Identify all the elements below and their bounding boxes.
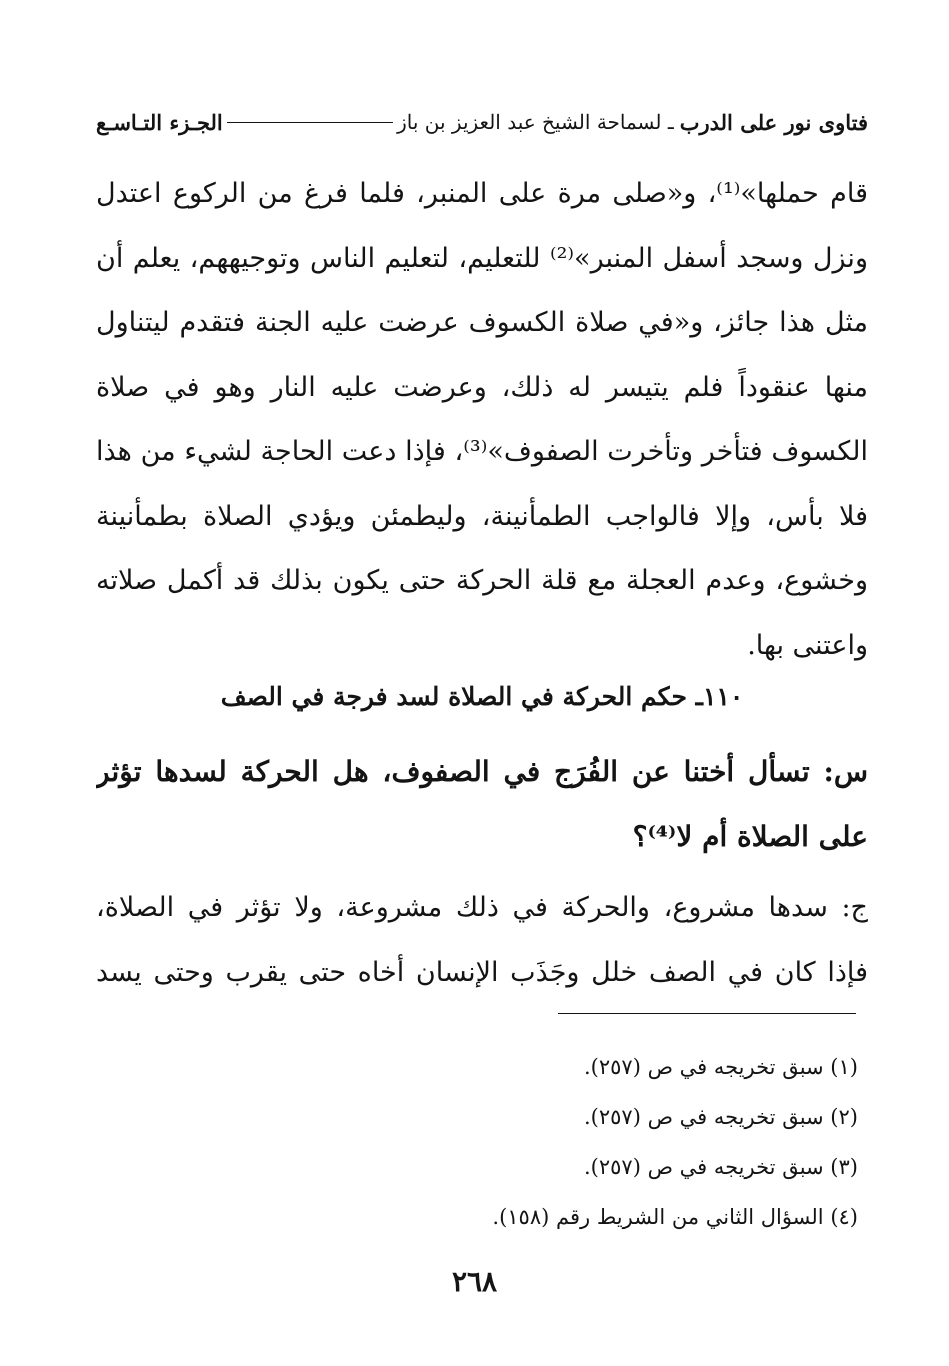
footnote: (٢) سبق تخريجه في ص (٢٥٧). <box>584 1105 858 1129</box>
body-line: وخشوع، وعدم العجلة مع قلة الحركة حتى يكون بذلك قد أكمل صلاته <box>96 565 868 596</box>
body-line: واعتنى بها. <box>747 629 868 661</box>
body-paragraph <box>96 162 868 678</box>
body-line: منها عنقوداً فلم يتيسر له ذلك، وعرضت عليه النار وهو في صلاة <box>96 371 868 403</box>
section-heading: ١١٠ـ حكم الحركة في الصلاة لسد فرجة في الصف <box>220 682 744 711</box>
question-paragraph <box>96 740 868 869</box>
question-line: على الصلاة أم لا⁽⁴⁾؟ <box>632 819 868 853</box>
running-header <box>96 104 868 140</box>
answer-line: ج: سدها مشروع، والحركة في ذلك مشروعة، ولا تؤثر في الصلاة، <box>96 892 868 923</box>
answer-paragraph <box>96 876 868 1005</box>
footnotes <box>96 1042 858 1242</box>
header-part: الجـزء التـاسـع <box>96 109 223 135</box>
footnote: (٤) السؤال الثاني من الشريط رقم (١٥٨). <box>492 1205 858 1229</box>
header-rule <box>227 122 393 123</box>
footnote: (٣) سبق تخريجه في ص (٢٥٧). <box>584 1155 858 1179</box>
body-line: الكسوف فتأخر وتأخرت الصفوف»⁽³⁾، فإذا دعت الحاجة لشيء من هذا <box>96 436 868 467</box>
body-line: قام حملها»⁽¹⁾، و«صلى مرة على المنبر، فلما فرغ من الركوع اعتدل <box>96 178 868 209</box>
body-line: ونزل وسجد أسفل المنبر»⁽²⁾ للتعليم، لتعليم الناس وتوجيههم، يعلم أن <box>96 242 868 274</box>
question-line: س: تسأل أختنا عن الفُرَج في الصفوف، هل الحركة لسدها تؤثر <box>96 755 868 788</box>
header-book-title: فتاوى نور على الدرب <box>679 109 868 135</box>
footnote-separator <box>558 1013 856 1014</box>
body-line: مثل هذا جائز، و«في صلاة الكسوف عرضت عليه الجنة فتقدم ليتناول <box>96 307 868 338</box>
answer-line: فإذا كان في الصف خلل وجَذَب الإنسان أخاه حتى يقرب وحتى يسد <box>96 956 868 988</box>
body-line: فلا بأس، وإلا فالواجب الطمأنينة، وليطمئن ويؤدي الصلاة بطمأنينة <box>96 500 868 532</box>
footnote: (١) سبق تخريجه في ص (٢٥٧). <box>584 1055 858 1079</box>
page-number: ٢٦٨ <box>451 1265 498 1298</box>
header-author: ـ لسماحة الشيخ عبد العزيز بن باز <box>397 110 674 134</box>
